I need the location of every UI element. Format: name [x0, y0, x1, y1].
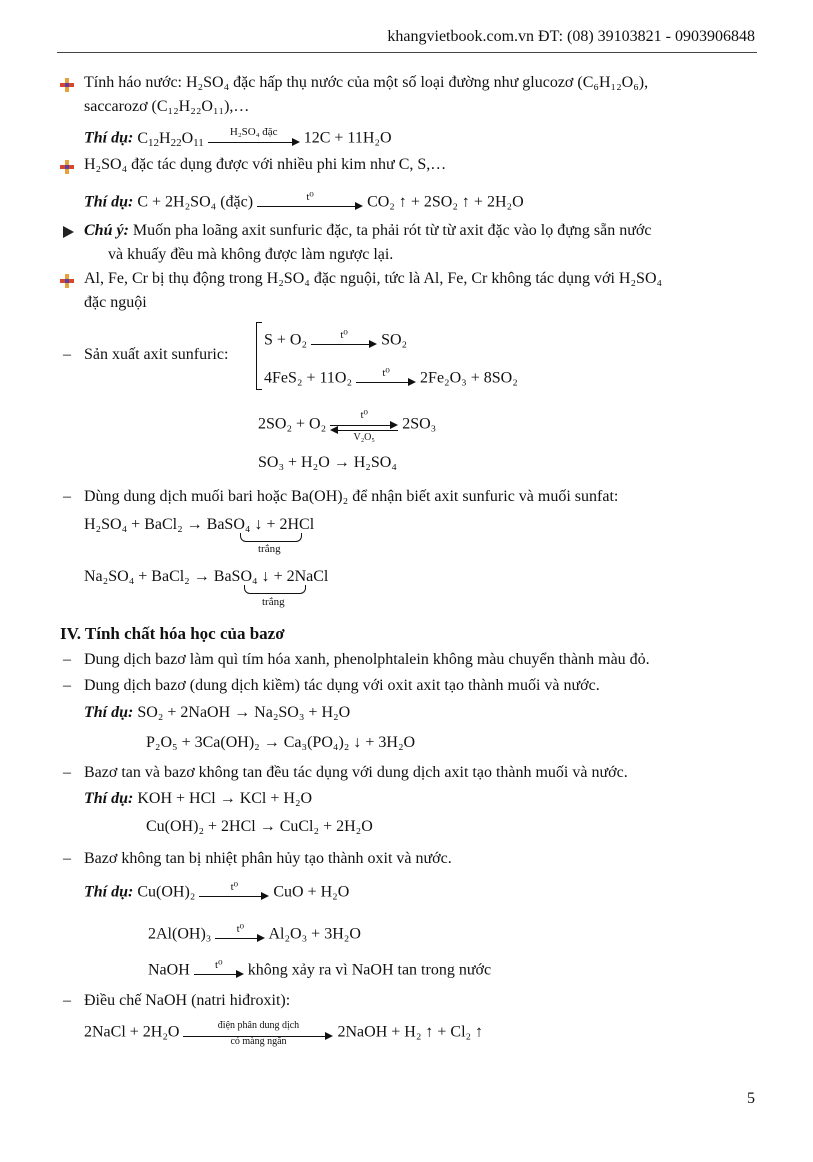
example-label: Thí dụ: [84, 129, 134, 147]
header-site: khangvietbook.com.vn [387, 28, 535, 45]
underbrace [240, 533, 302, 542]
equation-left: 4FeS₂ + 11O₂ [264, 369, 353, 387]
text-line: Muốn pha loãng axit sunfuric đặc, ta phải rót từ từ axit đặc vào lọ đựng sẵn nước [132, 222, 652, 239]
plus-bullet-icon [60, 78, 74, 92]
equation-right: Al₂O₃ + 3H₂O [268, 925, 361, 943]
equation-line: Cu(OH)₂ + 2HCl → CuCl₂ + 2H₂O [146, 818, 373, 835]
equation-left: S + O₂ [264, 331, 308, 349]
equation-line [84, 1020, 484, 1047]
header-divider [57, 52, 757, 53]
dash-bullet: – [63, 677, 71, 694]
plus-bullet-icon [60, 160, 74, 174]
reaction-arrow: điện phân dung dịch có màng ngăn [183, 1022, 333, 1044]
equation-left: H₂SO₄ + BaCl₂ → [84, 516, 203, 533]
text-line: Bazơ không tan bị nhiệt phân hủy tạo thành oxit và nước. [84, 850, 452, 867]
header-contact: ĐT: (08) 39103821 - 0903906848 [538, 28, 755, 45]
reaction-arrow: t⁰ [194, 960, 244, 982]
text-line: Dùng dung dịch muối bari hoặc Ba(OH)₂ để nhận biết axit sunfuric và muối sunfat: [84, 488, 619, 505]
reaction-arrow: t⁰ [257, 192, 363, 214]
equation-line: SO₃ + H₂O → H₂SO₄ [258, 454, 397, 471]
dash-bullet: – [63, 850, 71, 867]
dash-bullet: – [63, 992, 71, 1009]
equation-line: Thí dụ: $C_{12}H_{22}O_{11}$ H₂SO₄ đặc 12C + 11H₂O [84, 126, 392, 149]
equation-right: + 2NaCl [273, 568, 329, 585]
text-line: Sản xuất axit sunfuric: [84, 346, 229, 363]
dash-bullet: – [63, 346, 71, 363]
equation-right: + 2HCl [266, 516, 315, 533]
note-label: Chú ý: [84, 222, 129, 239]
example-label: Thí dụ: [84, 790, 134, 807]
page-header [387, 28, 755, 46]
plus-bullet-icon [60, 274, 74, 288]
dash-bullet: – [63, 651, 71, 668]
equation-left: C + 2H₂SO₄ (đặc) [137, 193, 254, 211]
text-line: Điều chế NaOH (natri hiđroxit): [84, 992, 291, 1009]
text-line: Tính háo nước: H₂SO₄ đặc hấp thụ nước của một số loại đường như glucozơ (C₆H₁₂O₆), [84, 74, 649, 91]
equation-line [84, 568, 328, 586]
equation-left: 2Al(OH)₃ [148, 925, 212, 943]
equation-line [264, 330, 407, 352]
equation-left: Cu(OH)₂ [137, 883, 196, 901]
text-line: Dung dịch bazơ (dung dịch kiềm) tác dụng với oxit axit tạo thành muối và nước. [84, 677, 600, 694]
text-line: H₂SO₄ đặc tác dụng được với nhiều phi kim như C, S,… [84, 156, 447, 173]
equation-left: 2SO₂ + O₂ [258, 415, 327, 433]
equation-left: Na₂SO₄ + BaCl₂ → [84, 568, 210, 585]
equation-line [148, 924, 361, 946]
text-line: Dung dịch bazơ làm quì tím hóa xanh, phenolphtalein không màu chuyển thành màu đỏ. [84, 651, 650, 668]
text-line: Al, Fe, Cr bị thụ động trong H₂SO₄ đặc nguội, tức là Al, Fe, Cr không tác dụng với H₂SO₄ [84, 270, 663, 287]
brace-label: trắng [258, 543, 281, 555]
underbrace [244, 585, 306, 594]
reaction-arrow: t⁰ [356, 368, 416, 390]
equation-right: 2SO₃ [402, 415, 437, 433]
text-line: và khuấy đều mà không được làm ngược lại. [108, 246, 394, 263]
equation-right: không xảy ra vì NaOH tan trong nước [247, 961, 492, 979]
text-line: đặc nguội [84, 294, 147, 311]
equation: SO₂ + 2NaOH → Na₂SO₃ + H₂O [137, 704, 351, 721]
precipitate: BaSO₄ ↓ [206, 516, 263, 533]
reaction-arrow: t⁰ [199, 882, 269, 904]
text-line: saccarozơ (C₁₂H₂₂O₁₁),… [84, 98, 250, 115]
precipitate: BaSO₄ ↓ [213, 568, 270, 585]
dash-bullet: – [63, 764, 71, 781]
example-label: Thí dụ: [84, 193, 134, 211]
equation-right: CO₂ ↑ + 2SO₂ ↑ + 2H₂O [367, 193, 524, 211]
equation-right: 2NaOH + H₂ ↑ + Cl₂ ↑ [337, 1023, 484, 1041]
equation-line [84, 516, 314, 534]
example-label: Thí dụ: [84, 883, 134, 901]
equation-right: CuO + H₂O [273, 883, 350, 901]
reaction-arrow: H₂SO₄ đặc [208, 128, 300, 150]
example-label: Thí dụ: [84, 704, 134, 721]
page-number: 5 [747, 1090, 755, 1107]
equilibrium-arrow: t⁰ V₂O₅ [330, 414, 398, 436]
equation-left: NaOH [148, 961, 190, 979]
equation-right: SO₂ [381, 331, 408, 349]
reaction-arrow: t⁰ [215, 924, 265, 946]
equation-line [264, 368, 518, 390]
equation-right: 12C + 11H₂O [303, 129, 392, 147]
equation-line: P₂O₅ + 3Ca(OH)₂ → Ca₃(PO₄)₂ ↓ + 3H₂O [146, 734, 416, 751]
equation-line [84, 192, 524, 214]
system-bracket [256, 322, 262, 390]
equation-line [84, 882, 349, 904]
equation: KOH + HCl → KCl + H₂O [137, 790, 313, 807]
equation-line [148, 960, 491, 982]
equation-line [258, 409, 437, 443]
note-line [84, 222, 651, 240]
equation-line [84, 704, 350, 722]
brace-label: trắng [262, 596, 285, 608]
equation-line [84, 790, 312, 808]
equation-right: 2Fe₂O₃ + 8SO₂ [420, 369, 518, 387]
arrowhead-bullet-icon [63, 226, 74, 238]
equation-left: 2NaCl + 2H₂O [84, 1023, 180, 1041]
section-title: IV. Tính chất hóa học của bazơ [60, 624, 285, 643]
reaction-arrow: t⁰ [311, 330, 377, 352]
text-line: Bazơ tan và bazơ không tan đều tác dụng với dung dịch axit tạo thành muối và nước. [84, 764, 628, 781]
dash-bullet: – [63, 488, 71, 505]
